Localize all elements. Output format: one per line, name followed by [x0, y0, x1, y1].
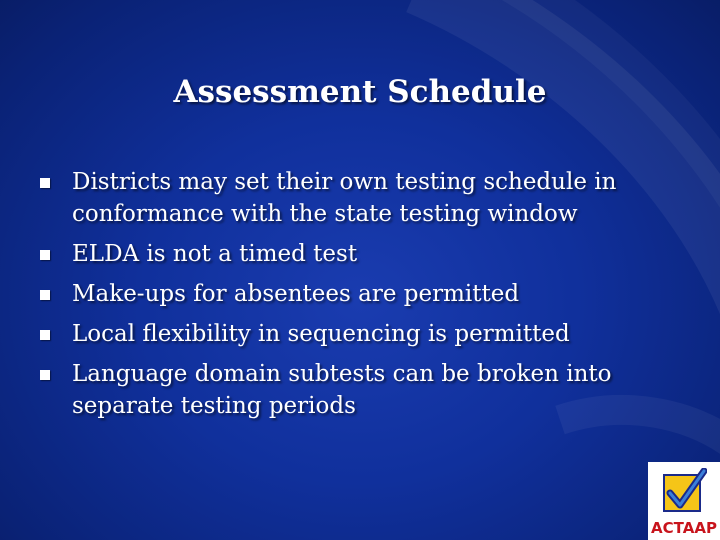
bullet-item — [38, 166, 658, 230]
square-bullet-icon — [40, 290, 50, 300]
bullet-text: Language domain subtests can be broken into separate testing periods — [72, 361, 612, 419]
bullet-text: Make-ups for absentees are permitted — [72, 281, 520, 307]
bullet-item — [38, 238, 658, 270]
actaap-logo — [648, 462, 720, 540]
square-bullet-icon — [40, 178, 50, 188]
bullet-text: ELDA is not a timed test — [72, 241, 358, 267]
square-bullet-icon — [40, 370, 50, 380]
checkmark-icon — [661, 468, 707, 516]
square-bullet-icon — [40, 330, 50, 340]
square-bullet-icon — [40, 250, 50, 260]
bullet-item — [38, 278, 658, 310]
bullet-text: Districts may set their own testing schedule in conformance with the state testing window — [72, 169, 617, 227]
logo-text: ACTAAP — [651, 519, 717, 537]
bullet-item — [38, 358, 658, 422]
bullet-item — [38, 318, 658, 350]
bullet-list — [38, 166, 658, 430]
slide-title: Assessment Schedule — [173, 74, 547, 110]
bullet-text: Local flexibility in sequencing is permitted — [72, 321, 570, 347]
